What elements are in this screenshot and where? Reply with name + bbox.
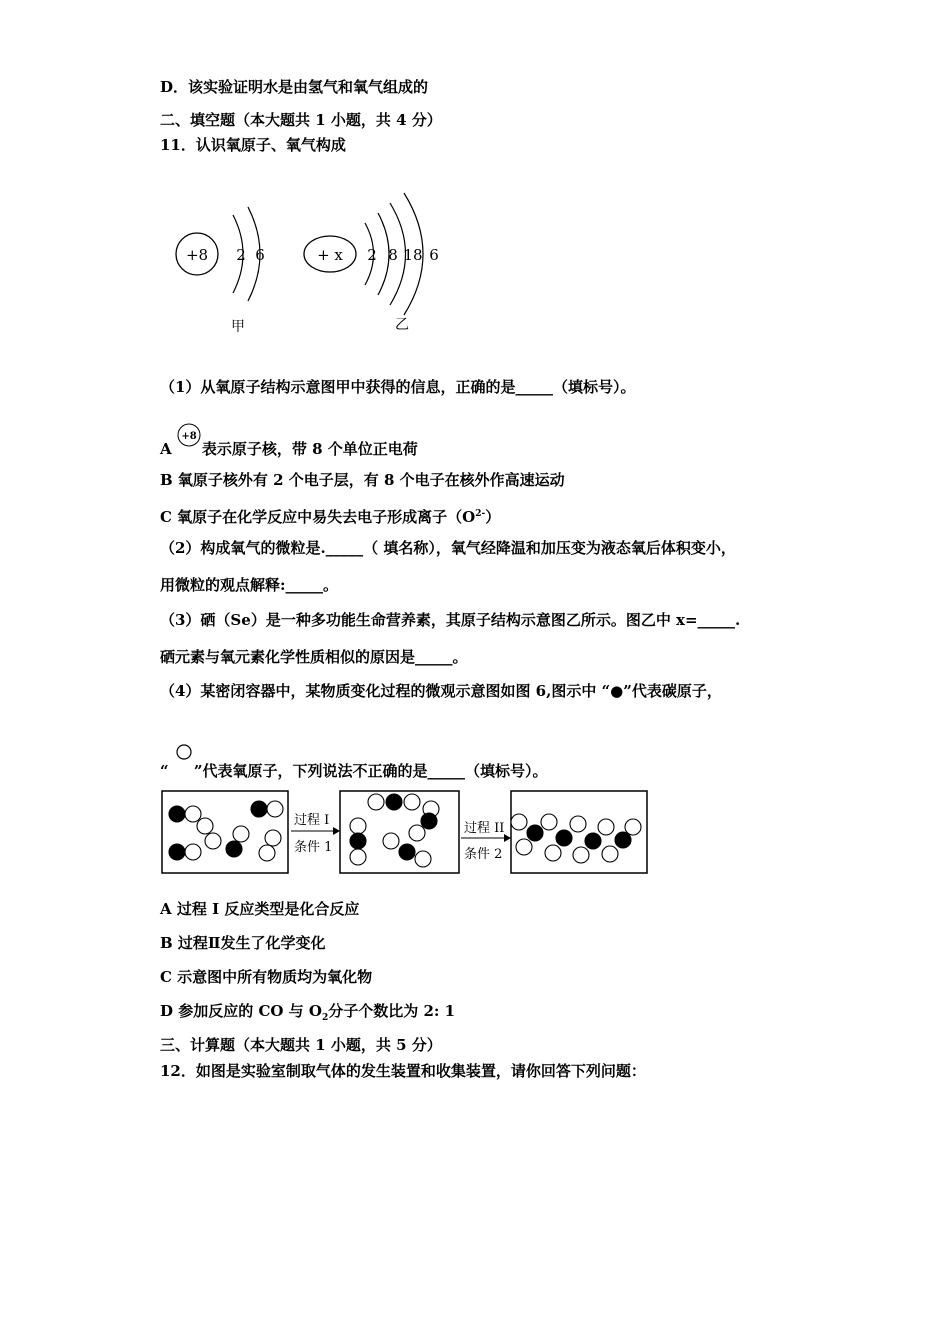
arrow-2-bottom-label: 条件 2	[464, 847, 503, 862]
section-heading-calculation: 三、计算题（本大题共 1 小题，共 5 分）	[160, 1036, 442, 1054]
shell-count-yi-1: 2	[367, 246, 377, 264]
option-d: D．该实验证明水是由氢气和氧气组成的	[160, 78, 429, 96]
part-4-question-line1: （4）某密闭容器中，某物质变化过程的微观示意图如图 6,图示中 “●”代表碳原子，	[160, 682, 722, 700]
shell-count-yi-4: 6	[429, 246, 439, 264]
arrow-1-top-label: 过程 I	[294, 813, 330, 828]
option-c-text: C 氧原子在化学反应中易失去电子形成离子（O	[160, 508, 476, 526]
question-12: 12．如图是实验室制取气体的发生装置和收集装置，请你回答下列问题：	[160, 1062, 646, 1080]
part-4-question-text: ”代表氧原子，下列说法不正确的是_____（填标号）。	[193, 762, 548, 780]
answer-d-post: 分子个数比为 2: 1	[328, 1002, 456, 1020]
option-a-prefix: A	[160, 440, 172, 458]
part-3-question-line2: 硒元素与氧元素化学性质相似的原因是_____。	[160, 648, 468, 666]
oxygen-atom-icon	[174, 742, 194, 762]
option-a-text: 表示原子核，带 8 个单位正电荷	[201, 440, 418, 458]
part-3-question-line1: （3）硒（Se）是一种多功能生命营养素，其原子结构示意图乙所示。图乙中 x=_____.	[160, 611, 741, 629]
question-11: 11．认识氧原子、氧气构成	[160, 136, 346, 154]
option-1-b: B 氧原子核外有 2 个电子层，有 8 个电子在核外作高速运动	[160, 471, 565, 489]
nucleus-yi-label: + x	[317, 246, 343, 264]
shell-count-yi-2: 8	[388, 246, 398, 264]
option-c-end: ）	[485, 508, 501, 526]
answer-option-b: B 过程Ⅱ发生了化学变化	[160, 934, 326, 952]
caption-jia: 甲	[231, 319, 245, 335]
option-1-a	[160, 422, 418, 459]
arrow-1-head	[333, 827, 340, 835]
answer-d-pre: D 参加反应的 CO 与 O	[160, 1002, 322, 1020]
nucleus-icon-label: +8	[181, 431, 197, 442]
part-1-question: （1）从氧原子结构示意图甲中获得的信息，正确的是_____（填标号）。	[160, 378, 636, 396]
answer-option-d	[160, 1001, 455, 1028]
answer-option-c: C 示意图中所有物质均为氧化物	[160, 968, 373, 986]
part-4-question-line2	[160, 742, 548, 781]
part-2-question-line2: 用微粒的观点解释:_____。	[160, 576, 339, 594]
arrow-2-top-label: 过程 II	[464, 821, 505, 836]
section-heading-fill-in: 二、填空题（本大题共 1 小题，共 4 分）	[160, 111, 442, 129]
nucleus-jia-label: +8	[185, 246, 209, 264]
atom-structure-diagrams	[170, 185, 470, 345]
option-1-c	[160, 504, 500, 527]
answer-option-a: A 过程 I 反应类型是化合反应	[160, 900, 360, 918]
oxide-ion-charge: 2-	[475, 509, 486, 519]
quote-open: “	[160, 762, 169, 780]
caption-yi: 乙	[395, 317, 409, 333]
shell-count-jia-2: 6	[255, 246, 265, 264]
arrow-2-head	[504, 834, 511, 842]
nucleus-icon	[176, 422, 202, 448]
shell-count-jia-1: 2	[236, 246, 246, 264]
part-2-question-line1: （2）构成氧气的微粒是._____（ 填名称），氧气经降温和加压变为液态氧后体积变小，	[160, 539, 736, 557]
arrow-1-bottom-label: 条件 1	[294, 840, 333, 855]
shell-count-yi-3: 18	[403, 246, 423, 264]
o2-subscript: 2	[321, 1013, 329, 1023]
micro-process-diagram	[161, 789, 651, 875]
